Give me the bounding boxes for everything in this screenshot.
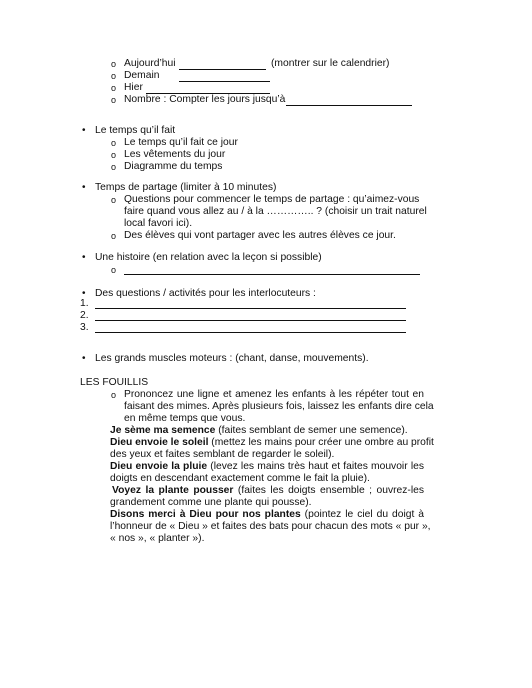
bullet: • xyxy=(82,288,86,299)
fouillis-intro-line: en même temps que vous. xyxy=(124,413,246,424)
circle-bullet: o xyxy=(111,59,117,69)
bullet: • xyxy=(82,125,86,136)
sharing-question-line: Questions pour commencer le temps de partage : qu’aimez-vous xyxy=(124,194,420,205)
muscles-heading: Les grands muscles moteurs : (chant, danse, mouvements). xyxy=(95,353,369,364)
sharing-question-line: faire quand vous allez au / à la ………….. ? (choisir un trait naturel xyxy=(124,206,427,217)
verse-instruction: (mettez les mains pour créer une ombre au profit xyxy=(208,437,434,448)
today-label: Aujourd’hui xyxy=(124,58,176,69)
verse-phrase: Dieu envoie la pluie xyxy=(110,461,208,472)
bullet: • xyxy=(82,252,86,263)
story-blank xyxy=(124,274,420,275)
verse-instruction-cont: l’honneur de « Dieu » et faites des bats pour chacun des mots « pur », xyxy=(110,521,431,532)
verse-instruction-cont: grandement comme une plante qui pousse). xyxy=(110,497,312,508)
verse-instruction: (faites semblant de semer une semence). xyxy=(215,425,408,436)
verse-phrase: Dieu envoie le soleil xyxy=(110,437,209,448)
fouillis-intro-line: faisant des mimes. Après plusieurs fois, laissez les enfants dire cela xyxy=(124,401,434,412)
fouillis-intro-line: Prononcez une ligne et amenez les enfants à les répéter tout en xyxy=(124,389,424,400)
bullet: • xyxy=(82,353,86,364)
circle-bullet: o xyxy=(111,265,117,275)
circle-bullet: o xyxy=(111,95,117,105)
question-blank xyxy=(95,320,406,321)
circle-bullet: o xyxy=(111,162,117,172)
question-number: 2. xyxy=(80,310,89,321)
weather-item: Le temps qu’il fait ce jour xyxy=(124,137,238,148)
fouillis-verse xyxy=(110,437,434,449)
sharing-question-line: local favori ici). xyxy=(124,218,193,229)
question-blank xyxy=(95,332,406,333)
verse-phrase: Je sème ma semence xyxy=(110,425,216,436)
bullet: • xyxy=(82,182,86,193)
today-note: (montrer sur le calendrier) xyxy=(271,58,390,69)
weather-item: Les vêtements du jour xyxy=(124,149,226,160)
verse-instruction-cont: des yeux et faites semblant de regarder le soleil). xyxy=(110,449,335,460)
question-number: 3. xyxy=(80,322,89,333)
story-heading: Une histoire (en relation avec la leçon si possible) xyxy=(95,252,322,263)
question-number: 1. xyxy=(80,298,89,309)
verse-instruction: (faites les doigts ensemble ; ouvrez-les xyxy=(233,485,425,496)
circle-bullet: o xyxy=(111,390,117,400)
count-label: Nombre : Compter les jours jusqu’à xyxy=(124,94,286,105)
circle-bullet: o xyxy=(111,138,117,148)
verse-instruction-cont: doigts en descendant exactement comme le fait la pluie). xyxy=(110,473,370,484)
circle-bullet: o xyxy=(111,83,117,93)
circle-bullet: o xyxy=(111,231,117,241)
circle-bullet: o xyxy=(111,150,117,160)
tomorrow-blank xyxy=(179,81,270,82)
weather-heading: Le temps qu’il fait xyxy=(95,125,176,136)
today-blank xyxy=(179,69,266,70)
fouillis-verse xyxy=(110,509,424,521)
verse-instruction: (pointez le ciel du doigt à xyxy=(300,509,424,520)
circle-bullet: o xyxy=(111,71,117,81)
question-blank xyxy=(95,308,406,309)
sharing-heading: Temps de partage (limiter à 10 minutes) xyxy=(95,182,277,193)
verse-phrase: Disons merci à Dieu pour nos plantes xyxy=(110,509,301,520)
circle-bullet: o xyxy=(111,195,117,205)
verse-instruction-cont: « nos », « planter »). xyxy=(110,533,205,544)
fouillis-verse xyxy=(110,461,424,473)
fouillis-title: LES FOUILLIS xyxy=(80,377,149,388)
count-blank xyxy=(286,105,412,106)
sharing-item: Des élèves qui vont partager avec les autres élèves ce jour. xyxy=(124,230,396,241)
fouillis-verse xyxy=(110,425,408,437)
yesterday-label: Hier xyxy=(124,82,143,93)
fouillis-verse xyxy=(112,485,424,497)
tomorrow-label: Demain xyxy=(124,70,160,81)
weather-item: Diagramme du temps xyxy=(124,161,223,172)
verse-phrase: Voyez la plante pousser xyxy=(112,485,234,496)
questions-heading: Des questions / activités pour les interlocuteurs : xyxy=(95,288,316,299)
verse-instruction: (levez les mains très haut et faites mouvoir les xyxy=(207,461,424,472)
